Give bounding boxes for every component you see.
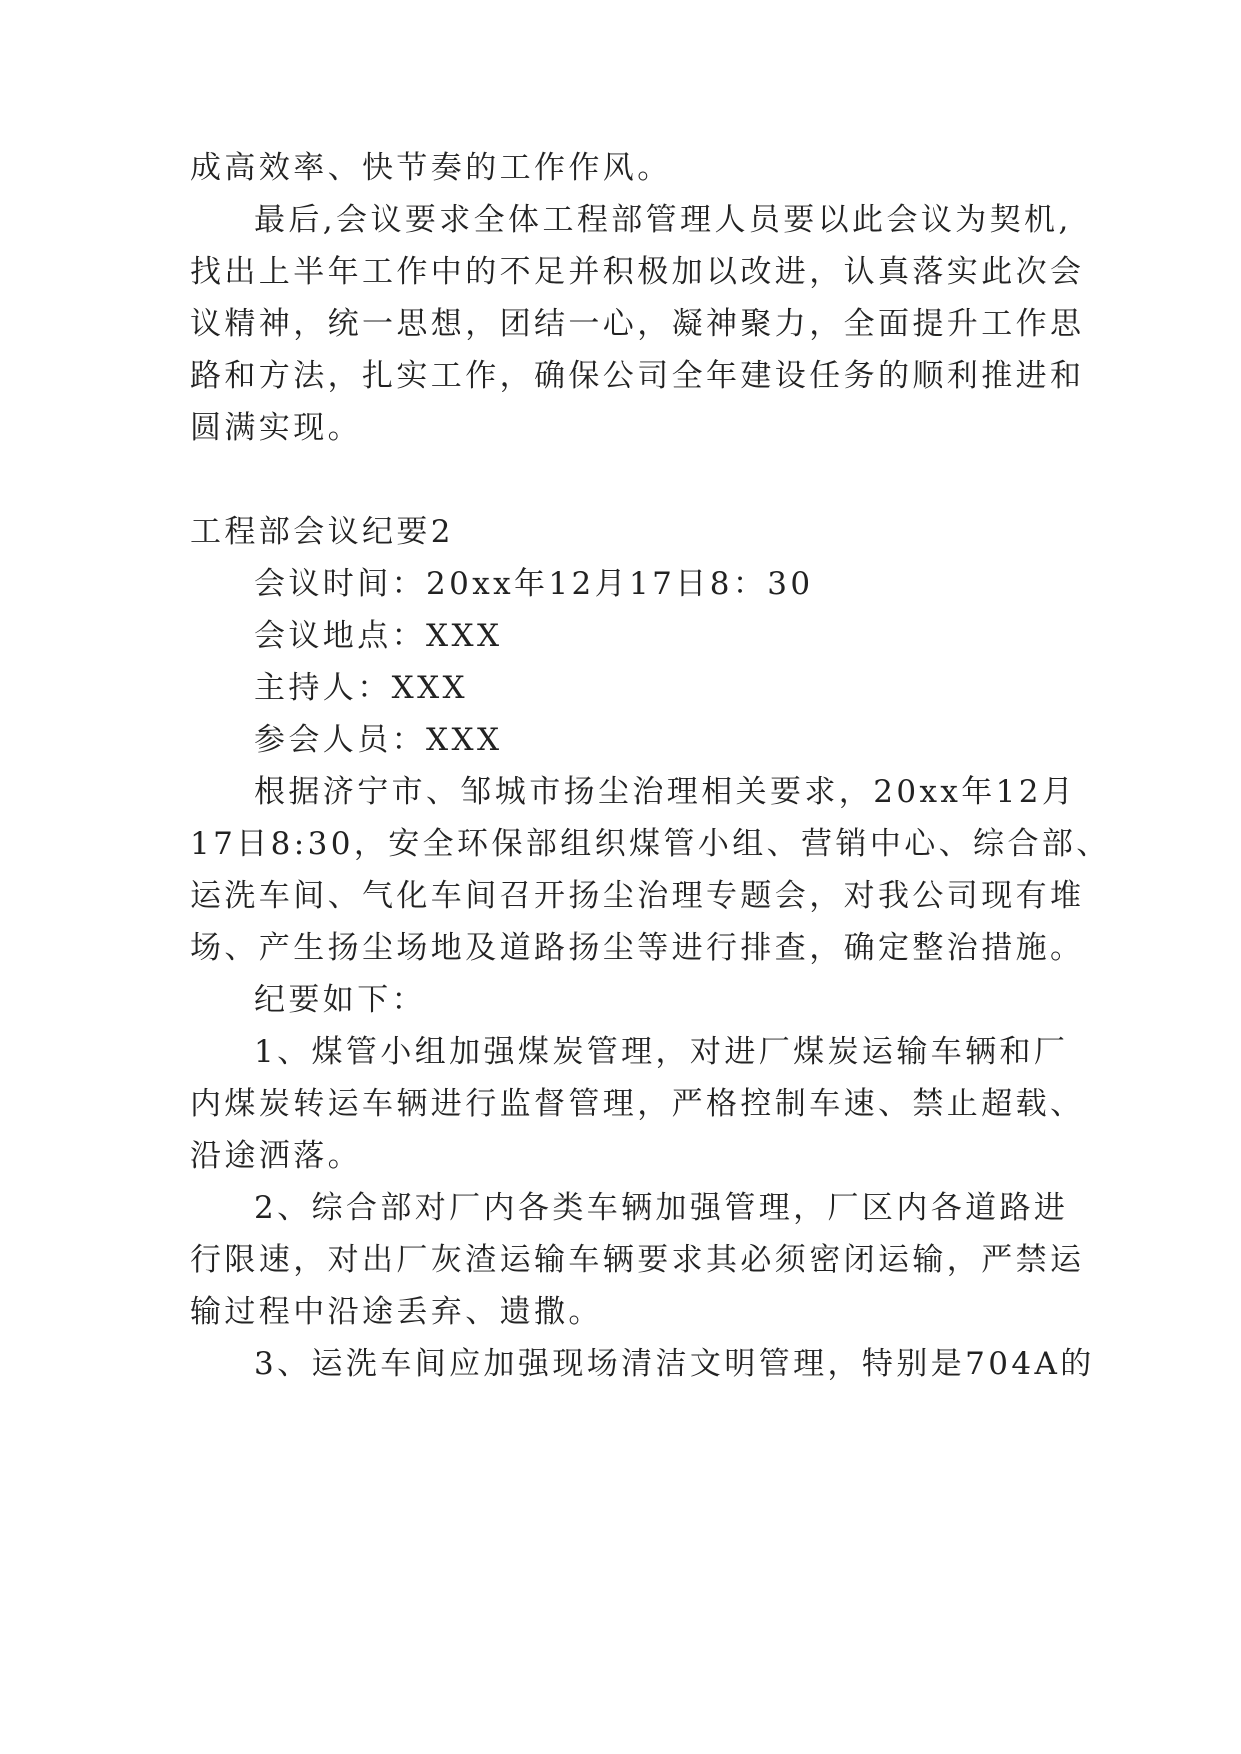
summary-heading: 纪要如下：: [254, 982, 426, 1018]
paragraph-line: 找出上半年工作中的不足并积极加以改进，认真落实此次会: [190, 254, 1085, 290]
list-item-line: 内煤炭转运车辆进行监督管理，严格控制车速、禁止超载、: [190, 1086, 1085, 1122]
list-item-line: 行限速，对出厂灰渣运输车辆要求其必须密闭运输，严禁运: [190, 1242, 1085, 1278]
section-title: 工程部会议纪要2: [190, 514, 454, 550]
paragraph-line: 议精神，统一思想，团结一心，凝神聚力，全面提升工作思: [190, 306, 1085, 342]
paragraph-line: 最后,会议要求全体工程部管理人员要以此会议为契机,: [254, 202, 1072, 238]
paragraph-line: 路和方法，扎实工作，确保公司全年建设任务的顺利推进和: [190, 358, 1085, 394]
list-item-line: 输过程中沿途丢弃、遗撒。: [190, 1294, 603, 1330]
paragraph-line: 成高效率、快节奏的工作作风。: [190, 150, 672, 186]
paragraph-line: 圆满实现。: [190, 410, 362, 446]
list-item-line: 1、煤管小组加强煤炭管理，对进厂煤炭运输车辆和厂: [254, 1034, 1069, 1070]
list-item-line: 3、运洗车间应加强现场清洁文明管理，特别是704A的: [254, 1346, 1095, 1382]
list-item-line: 沿途洒落。: [190, 1138, 362, 1174]
meeting-host: 主持人：XXX: [254, 670, 469, 706]
meeting-place: 会议地点：XXX: [254, 618, 503, 654]
paragraph-line: 运洗车间、气化车间召开扬尘治理专题会，对我公司现有堆: [190, 878, 1085, 914]
meeting-attendees: 参会人员：XXX: [254, 722, 503, 758]
paragraph-line: 17日8:30，安全环保部组织煤管小组、营销中心、综合部、: [190, 826, 1111, 862]
paragraph-line: 场、产生扬尘场地及道路扬尘等进行排查，确定整治措施。: [190, 930, 1085, 966]
list-item-line: 2、综合部对厂内各类车辆加强管理，厂区内各道路进: [254, 1190, 1069, 1226]
paragraph-line: 根据济宁市、邹城市扬尘治理相关要求，20xx年12月: [254, 774, 1077, 810]
meeting-time: 会议时间：20xx年12月17日8：30: [254, 566, 814, 602]
